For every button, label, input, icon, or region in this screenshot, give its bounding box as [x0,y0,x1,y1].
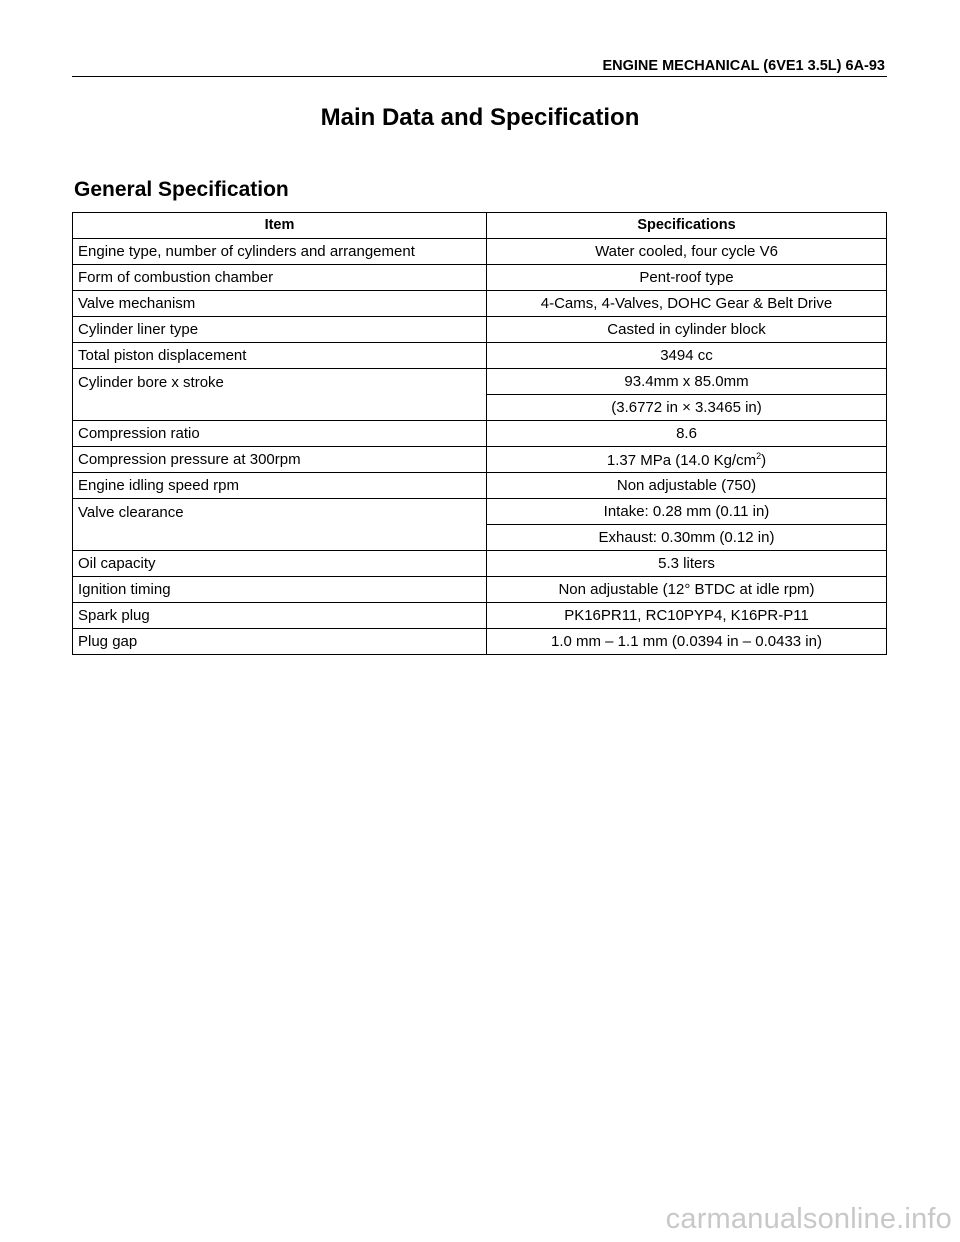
row-item: Valve mechanism [73,291,487,317]
row-item: Total piston displacement [73,343,487,369]
table-header-row [73,213,887,239]
table-row [73,447,887,473]
watermark: carmanualsonline.info [665,1203,952,1235]
table-row [73,343,887,369]
table-row [73,629,887,655]
table-row [73,603,887,629]
section-title: General Specification [74,178,289,201]
row-item: Cylinder liner type [73,317,487,343]
row-item: Valve clearance [73,499,487,551]
row-item: Compression pressure at 300rpm [73,447,487,473]
page-header [72,56,887,77]
row-spec: Exhaust: 0.30mm (0.12 in) [487,525,887,551]
row-spec: 5.3 liters [487,551,887,577]
row-spec: Casted in cylinder block [487,317,887,343]
row-item: Spark plug [73,603,487,629]
row-item: Form of combustion chamber [73,265,487,291]
spec-text: 1.37 MPa (14.0 Kg/cm [606,451,757,469]
table-row [73,421,887,447]
row-spec: PK16PR11, RC10PYP4, K16PR-P11 [487,603,887,629]
row-spec: 8.6 [487,421,887,447]
row-item: Oil capacity [73,551,487,577]
row-item: Engine type, number of cylinders and arrangement [73,239,487,265]
header-text: ENGINE MECHANICAL (6VE1 3.5L) 6A-93 [602,58,885,74]
row-spec: Non adjustable (12° BTDC at idle rpm) [487,577,887,603]
row-item: Plug gap [73,629,487,655]
table-row [73,239,887,265]
spec-text-end: ) [761,451,767,469]
column-header-item: Item [73,213,487,239]
column-header-specifications: Specifications [487,213,887,239]
row-spec: 1.0 mm – 1.1 mm (0.0394 in – 0.0433 in) [487,629,887,655]
row-spec: Pent-roof type [487,265,887,291]
table-row [73,551,887,577]
row-item: Compression ratio [73,421,487,447]
table-row [73,499,887,525]
spec-table [72,212,887,655]
superscript: 2 [756,450,762,461]
table-row [73,265,887,291]
row-spec: 4-Cams, 4-Valves, DOHC Gear & Belt Drive [487,291,887,317]
row-spec: (3.6772 in × 3.3465 in) [487,395,887,421]
page-title: Main Data and Specification [320,104,640,131]
row-spec: Intake: 0.28 mm (0.11 in) [487,499,887,525]
row-spec: 3494 cc [487,343,887,369]
row-spec [487,447,887,473]
row-spec: Water cooled, four cycle V6 [487,239,887,265]
row-item: Engine idling speed rpm [73,473,487,499]
row-spec: Non adjustable (750) [487,473,887,499]
row-item: Ignition timing [73,577,487,603]
table-row [73,473,887,499]
row-spec: 93.4mm x 85.0mm [487,369,887,395]
table-row [73,291,887,317]
row-item: Cylinder bore x stroke [73,369,487,421]
table-row [73,317,887,343]
table-row [73,577,887,603]
table-row [73,369,887,395]
